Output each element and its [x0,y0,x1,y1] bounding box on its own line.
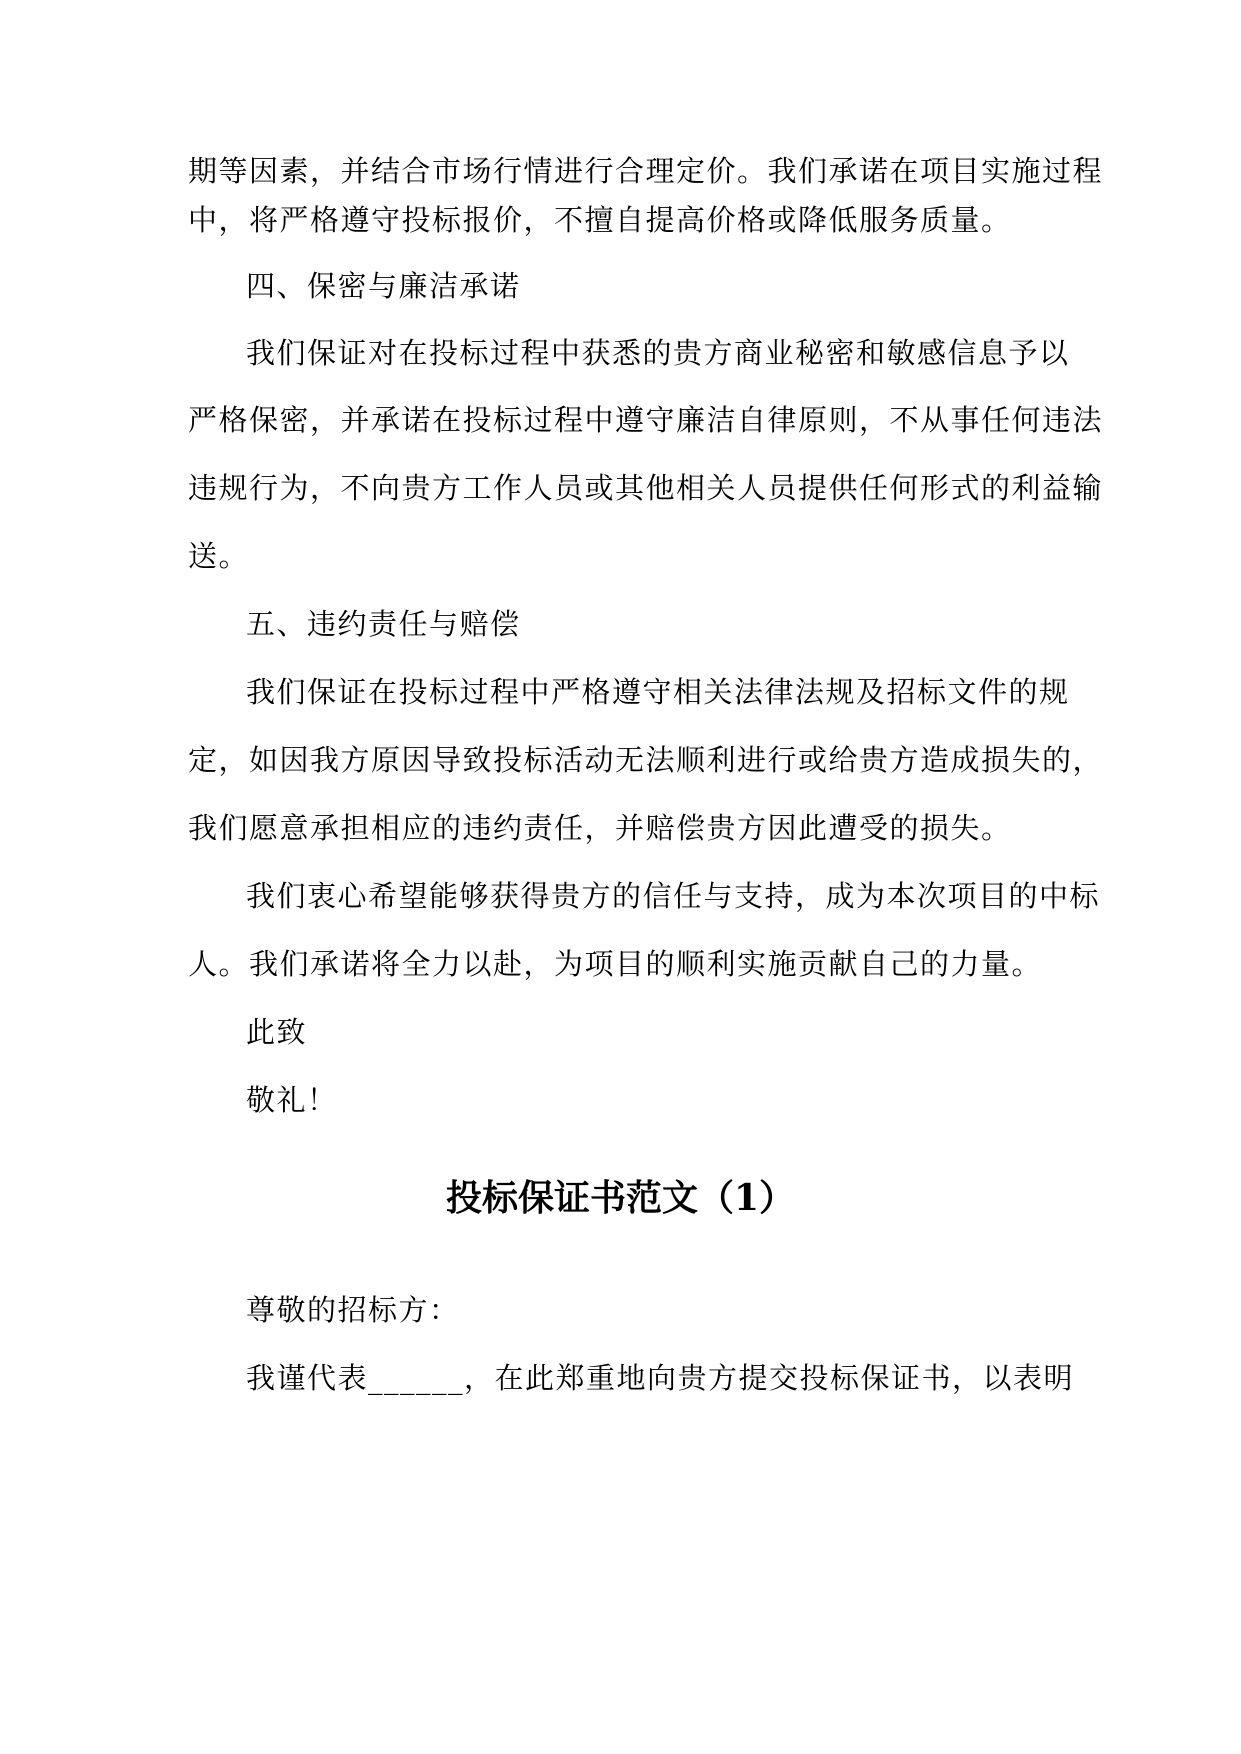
paragraph-line: 定，如因我方原因导致投标活动无法顺利进行或给贵方造成损失的， [188,743,1104,777]
section-heading-4: 四、保密与廉洁承诺 [246,269,521,303]
section-heading-5: 五、违约责任与赔偿 [246,607,521,641]
paragraph-line: 我谨代表______，在此郑重地向贵方提交投标保证书，以表明 [246,1361,1075,1395]
paragraph-line: 期等因素，并结合市场行情进行合理定价。我们承诺在项目实施过程 [188,154,1104,188]
paragraph-line: 严格保密，并承诺在投标过程中遵守廉洁自律原则，不从事任何违法 [188,403,1104,437]
salutation: 尊敬的招标方： [246,1293,460,1327]
paragraph-line: 我们衷心希望能够获得贵方的信任与支持，成为本次项目的中标 [246,879,1101,913]
document-title: 投标保证书范文（1） [445,1177,796,1219]
paragraph-line: 人。我们承诺将全力以赴，为项目的顺利实施贡献自己的力量。 [188,947,1043,981]
closing-line: 敬礼！ [246,1083,338,1117]
paragraph-line: 送。 [188,539,250,573]
paragraph-line: 中，将严格遵守投标报价，不擅自提高价格或降低服务质量。 [188,203,1012,237]
paragraph-line: 我们保证在投标过程中严格遵守相关法律法规及招标文件的规 [246,675,1070,709]
paragraph-line: 违规行为，不向贵方工作人员或其他相关人员提供任何形式的利益输 [188,471,1104,505]
paragraph-line: 我们保证对在投标过程中获悉的贵方商业秘密和敏感信息予以 [246,336,1070,370]
closing-line: 此致 [246,1015,308,1049]
paragraph-line: 我们愿意承担相应的违约责任，并赔偿贵方因此遭受的损失。 [188,811,1012,845]
